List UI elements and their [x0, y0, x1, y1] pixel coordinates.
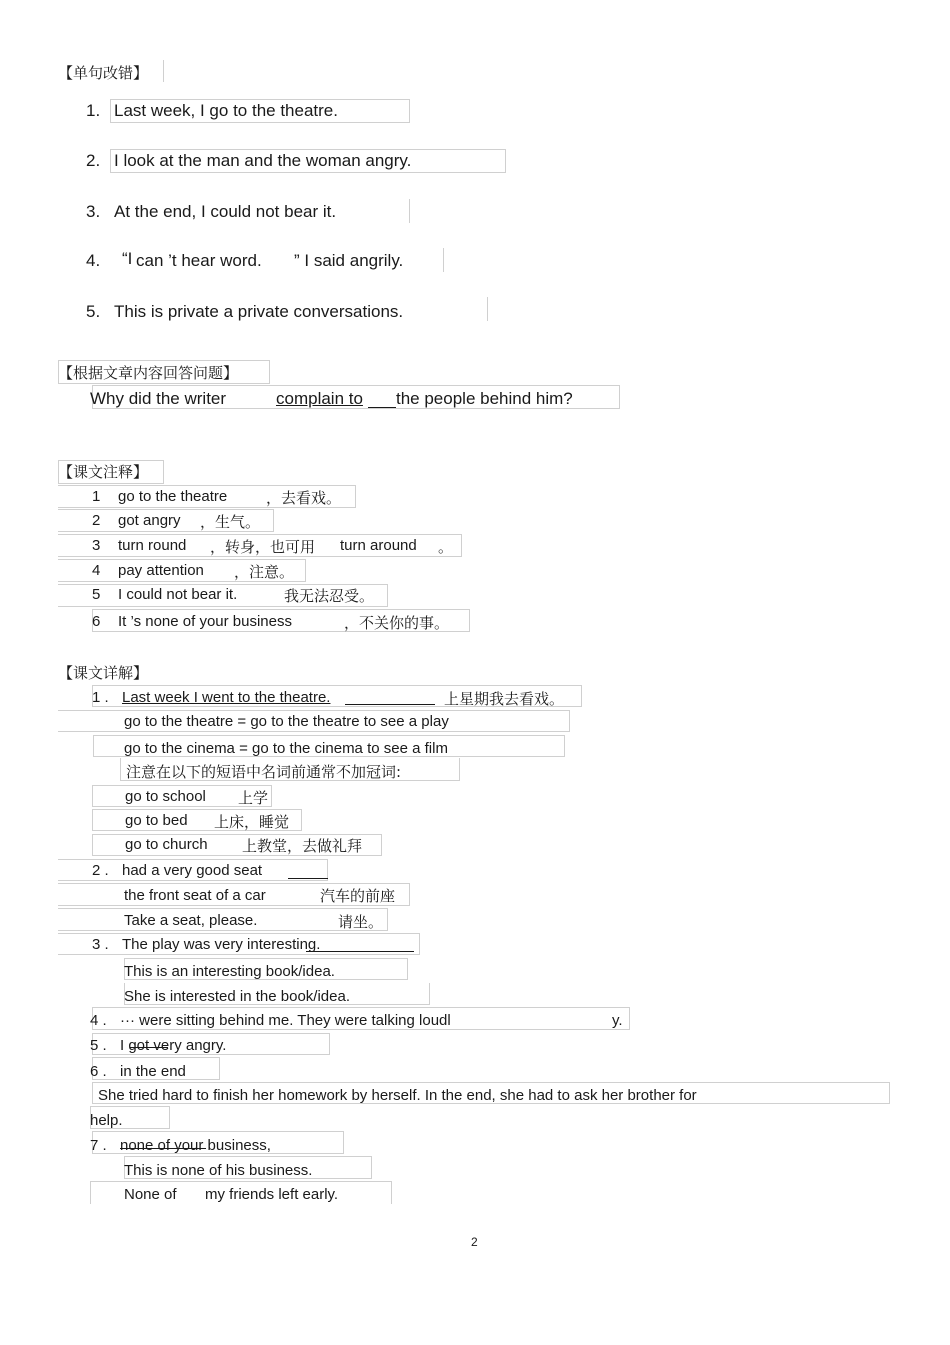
underline [345, 704, 435, 705]
note-en-6: It ’s none of your business [118, 613, 292, 630]
detail-2b-cn: 请坐。 [338, 913, 384, 931]
question-text-a: Why did the writer [90, 389, 227, 408]
detail-num-3: 3 . [92, 936, 109, 953]
note-cn-1: ，去看戏。 [266, 489, 342, 507]
correction-text-4a: “I [122, 249, 133, 268]
detail-3a: This is an interesting book/idea. [124, 963, 335, 980]
note-num-3: 3 [92, 537, 101, 554]
detail-3b: She is interested in the book/idea. [124, 988, 350, 1005]
detail-2a-cn: 汽车的前座 [320, 887, 396, 905]
phrase-en-3: go to church [125, 836, 208, 853]
detail-6b: help. [90, 1112, 123, 1129]
detail-1b: go to the cinema = go to the cinema to see a film [124, 740, 448, 757]
correction-num-2: 2. [86, 151, 101, 170]
section-header-notes: 【课文注释】 [58, 463, 149, 481]
question-text-c: the people behind him? [396, 389, 573, 408]
phrase-cn-2: 上床，睡觉 [214, 813, 290, 831]
detail-7a: This is none of his business. [124, 1162, 313, 1179]
detail-en-3: The play was very interesting. [122, 936, 321, 953]
note-cn-3: ，转身，也可用 [210, 538, 316, 556]
item-frame [484, 297, 488, 321]
note-cn-5: 我无法忍受。 [284, 587, 375, 605]
strike-mark [120, 1148, 206, 1149]
section-header-question: 【根据文章内容回答问题】 [58, 364, 239, 382]
correction-num-5: 5. [86, 302, 101, 321]
note-en-5: I could not bear it. [118, 586, 238, 603]
detail-en-1: Last week I went to the theatre. [122, 689, 331, 706]
detail-1a: go to the theatre = go to the theatre to see a play [124, 713, 449, 730]
detail-cn-1: 上星期我去看戏。 [444, 690, 565, 708]
correction-num-3: 3. [86, 202, 101, 221]
correction-text-1: Last week, I go to the theatre. [114, 101, 338, 120]
note-en-3: turn round [118, 537, 187, 554]
detail-7b2: my friends left early. [205, 1186, 339, 1203]
detail-2a-en: the front seat of a car [124, 887, 266, 904]
note-en2-3: turn around [340, 537, 417, 554]
correction-text-3: At the end, I could not bear it. [114, 202, 337, 221]
note-en-2: got angry [118, 512, 181, 529]
underline [368, 407, 396, 408]
strike-mark [130, 1047, 168, 1048]
note-cn-4: ，注意。 [234, 563, 295, 581]
note-cn-6: ，不关你的事。 [344, 614, 450, 632]
item-frame [440, 248, 444, 272]
detail-num-6: 6 . [90, 1063, 107, 1080]
detail-2b-en: Take a seat, please. [124, 912, 258, 929]
page-number: 2 [471, 1235, 478, 1249]
detail-num-1: 1 . [92, 689, 109, 706]
underline [288, 878, 328, 879]
note-num-2: 2 [92, 512, 101, 529]
detail-7b1: None of [124, 1186, 177, 1203]
detail-en-5: I got very angry. [120, 1037, 227, 1054]
detail-num-4: 4 . [90, 1012, 107, 1029]
detail-en-4: ··· were sitting behind me. They were talking loudl [120, 1012, 451, 1029]
correction-num-4: 4. [86, 251, 101, 270]
note-en-4: pay attention [118, 562, 204, 579]
detail-6a: She tried hard to finish her homework by herself. In the end, she had to ask her brother for [98, 1087, 697, 1104]
correction-text-4b: can ’t hear word. [136, 251, 262, 270]
detail-en-7: none of your business, [120, 1137, 271, 1154]
detail-en-6: in the end [120, 1063, 186, 1080]
frame-line [160, 60, 164, 82]
phrase-cn-3: 上教堂，去做礼拜 [242, 837, 363, 855]
note-en-1: go to the theatre [118, 488, 228, 505]
section-header-correction: 【单句改错】 [58, 64, 149, 82]
note-num-1: 1 [92, 488, 101, 505]
correction-num-1: 1. [86, 101, 101, 120]
correction-text-5: This is private a private conversations. [114, 302, 404, 321]
detail-num-5: 5 . [90, 1037, 107, 1054]
question-text-b: complain to [276, 389, 363, 408]
note-cn2-3: 。 [438, 538, 454, 556]
detail-en-4-end: y. [612, 1012, 623, 1029]
note-num-6: 6 [92, 613, 101, 630]
underline [306, 951, 414, 952]
correction-text-2: I look at the man and the woman angry. [114, 151, 412, 170]
item-frame [406, 199, 410, 223]
detail-en-2: had a very good seat [122, 862, 263, 879]
note-cn-2: ，生气。 [200, 513, 261, 531]
detail-1-note: 注意在以下的短语中名词前通常不加冠词: [126, 763, 402, 781]
phrase-cn-1: 上学 [238, 789, 269, 807]
phrase-en-1: go to school [125, 788, 206, 805]
note-num-5: 5 [92, 586, 101, 603]
correction-text-4c: ” I said angrily. [294, 251, 404, 270]
note-num-4: 4 [92, 562, 101, 579]
detail-num-7: 7 . [90, 1137, 107, 1154]
phrase-en-2: go to bed [125, 812, 188, 829]
detail-num-2: 2 . [92, 862, 109, 879]
section-header-explanation: 【课文详解】 [58, 664, 149, 682]
